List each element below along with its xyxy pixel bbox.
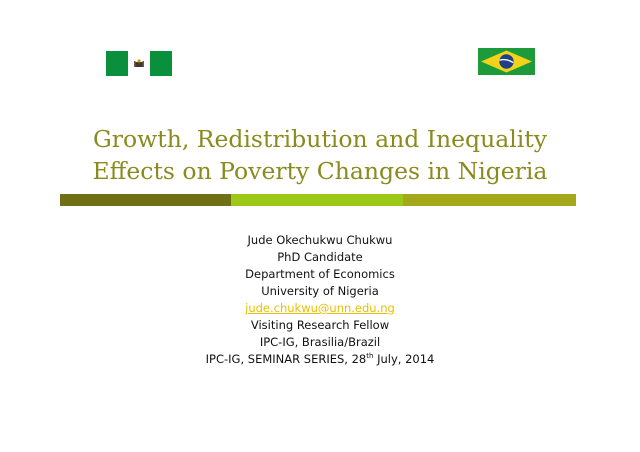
author-info (0, 232, 640, 368)
bar-segment-dark (60, 194, 231, 206)
host-institution: IPC-IG, Brasilia/Brazil (259, 335, 381, 349)
fellowship-title: Visiting Research Fellow (250, 318, 390, 332)
decorative-color-bar (60, 194, 576, 206)
bar-segment-light (231, 194, 403, 206)
title-line-2: Effects on Poverty Changes in Nigeria (92, 157, 548, 185)
title-line-1: Growth, Redistribution and Inequality (92, 125, 548, 153)
coat-of-arms-icon (134, 59, 144, 68)
seminar-date-suffix: th (366, 352, 374, 361)
seminar-line (0, 351, 640, 368)
author-position: PhD Candidate (277, 250, 363, 264)
email-link[interactable]: jude.chukwu@unn.edu.ng (245, 301, 395, 315)
author-department: Department of Economics (245, 267, 395, 281)
seminar-suffix: July, 2014 (373, 352, 435, 366)
slide-title (0, 123, 640, 187)
seminar-prefix: IPC-IG, SEMINAR SERIES, 28 (205, 352, 367, 366)
bar-segment-mid (403, 194, 576, 206)
nigeria-flag-icon (106, 51, 172, 76)
brazil-flag-icon (478, 48, 535, 75)
author-name: Jude Okechukwu Chukwu (247, 233, 393, 247)
author-university: University of Nigeria (261, 284, 379, 298)
